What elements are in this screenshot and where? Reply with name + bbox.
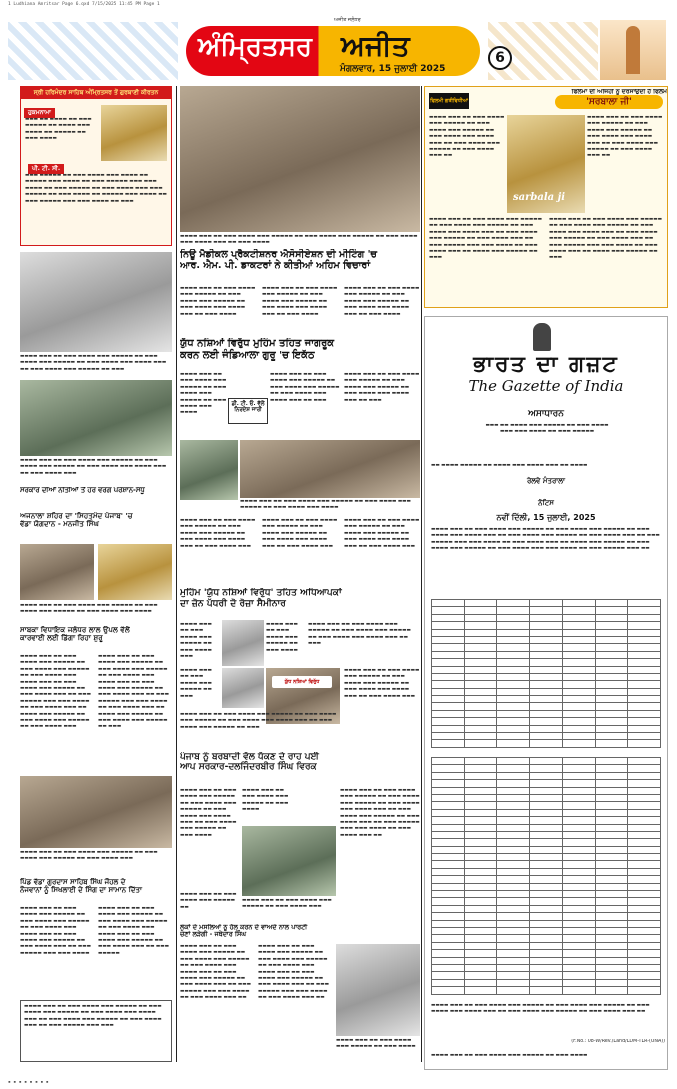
photo-story-2b [240, 440, 420, 498]
body-story-2d: ▬▬▬▬ ▬▬▬ ▬▬ ▬▬▬ ▬▬▬▬ ▬▬▬ ▬▬▬▬▬ ▬▬ ▬▬▬ ▬▬▬▬ ▬▬▬ ▬▬▬▬▬ ▬▬ ▬▬▬ ▬▬▬▬ ▬▬▬ ▬▬▬▬ ▬▬▬ ▬▬ ▬▬▬ ▬▬▬▬ ▬▬▬ [180, 518, 256, 549]
photo-story-3a [222, 620, 264, 666]
gazette-signatory: ▬▬▬▬ ▬▬▬ ▬▬ ▬▬▬ ▬▬▬▬ ▬▬▬ ▬▬▬▬▬ ▬▬ ▬▬▬ ▬▬▬▬ [431, 1053, 588, 1058]
body-story-3d: ▬▬▬▬ ▬▬▬ ▬▬ ▬▬▬ ▬▬▬▬ ▬▬▬ ▬▬▬▬▬ ▬▬ ▬▬▬ [180, 668, 212, 699]
gazette-dateline-raw: ▬▬ ▬▬▬▬ ▬▬▬▬▬ ▬▬ ▬▬▬▬ ▬▬▬ ▬▬▬▬ ▬▬▬ ▬▬ ▬▬▬▬ [431, 463, 588, 468]
temple-image [600, 20, 666, 80]
body-story-2f: ▬▬▬▬ ▬▬▬ ▬▬ ▬▬▬ ▬▬▬▬ ▬▬▬ ▬▬▬▬▬ ▬▬ ▬▬▬ ▬▬▬▬ ▬▬▬ ▬▬▬▬▬ ▬▬ ▬▬▬ ▬▬▬▬ ▬▬▬ ▬▬▬▬ ▬▬▬ ▬▬ ▬▬▬ ▬▬▬▬ ▬▬▬ [344, 518, 420, 549]
golden-temple-photo [101, 105, 167, 161]
print-footer: ▪ ▪ ▪ ▪ ▪ ▪ ▪ ▪ [8, 1080, 49, 1085]
body-story-2e: ▬▬▬▬ ▬▬▬ ▬▬ ▬▬▬ ▬▬▬▬ ▬▬▬ ▬▬▬▬▬ ▬▬ ▬▬▬ ▬▬▬▬ ▬▬▬ ▬▬▬▬▬ ▬▬ ▬▬▬ ▬▬▬▬ ▬▬▬ ▬▬▬▬ ▬▬▬ ▬▬ ▬▬▬ ▬▬▬▬ ▬▬▬ [262, 518, 338, 549]
gazette-table-2 [431, 757, 661, 995]
ad-sarbala-text-3: ▬▬▬▬ ▬▬▬ ▬▬ ▬▬▬ ▬▬▬▬ ▬▬▬ ▬▬▬▬▬ ▬▬ ▬▬▬ ▬▬▬▬ ▬▬▬ ▬▬▬▬▬ ▬▬ ▬▬▬ ▬▬▬▬ ▬▬▬ ▬▬▬▬ ▬▬▬ ▬▬ ▬▬▬ ▬▬▬▬ ▬▬▬ ▬▬▬▬▬ ▬▬ ▬▬▬ ▬▬▬▬ ▬▬▬ ▬▬ ▬▬▬ ▬▬▬▬▬ ▬▬▬ ▬▬▬ ▬▬▬▬ ▬▬ ▬▬▬ ▬▬▬▬ ▬▬▬ ▬▬ ▬▬▬▬ ▬▬▬ ▬▬▬▬▬ ▬▬ ▬▬▬ [429, 217, 542, 261]
body-story-3e: ▬▬▬▬ ▬▬▬ ▬▬ ▬▬▬ ▬▬▬▬ ▬▬▬ ▬▬▬▬▬ ▬▬ ▬▬▬ ▬▬▬▬ ▬▬▬ ▬▬▬▬▬ ▬▬ ▬▬▬ ▬▬▬▬ ▬▬▬ ▬▬▬▬ ▬▬▬ ▬▬ ▬▬▬ ▬▬▬▬ ▬▬▬ [344, 668, 420, 699]
ad-kirtan-header: ਸ੍ਰੀ ਹਰਿਮੰਦਰ ਸਾਹਿਬ ਅੰਮ੍ਰਿਤਸਰ ਤੋਂ ਗੁਰਬਾਣੀ ਕੀਰਤਨ [21, 87, 171, 99]
body-story-3b: ▬▬▬▬ ▬▬▬ ▬▬ ▬▬▬ ▬▬▬▬ ▬▬▬ ▬▬▬▬▬ ▬▬ ▬▬▬ ▬▬▬▬ [266, 622, 298, 653]
headline-story-5 [180, 924, 420, 939]
headline-top-story-1: ਨਿਊ ਮੈਡੀਕਲ ਪ੍ਰੈਕਟੀਸ਼ਨਰ ਐਸੋਸੀਏਸ਼ਨ ਦੀ ਮੀਟਿੰਗ 'ਚ [180, 249, 377, 260]
headline-story-4-1: ਪੰਜਾਬ ਨੂੰ ਬਰਬਾਦੀ ਵੱਲ ਧੱਕਣ ਦੇ ਰਾਹ ਪਈ [180, 752, 319, 762]
body-left-c2: ▬▬▬▬ ▬▬▬ ▬▬ ▬▬▬ ▬▬▬▬ ▬▬▬ ▬▬▬▬▬ ▬▬ ▬▬▬ ▬▬▬▬ ▬▬▬ ▬▬▬▬▬ ▬▬ ▬▬▬ ▬▬▬▬ ▬▬▬ ▬▬▬▬ ▬▬▬ ▬▬ ▬▬▬ ▬▬▬▬ ▬▬▬ ▬▬▬▬▬ ▬▬ ▬▬▬ ▬▬▬▬ ▬▬▬ ▬▬ ▬▬▬ ▬▬▬▬▬ ▬▬▬ ▬▬▬ ▬▬▬▬ ▬▬ ▬▬▬ ▬▬▬▬ ▬▬▬ ▬▬ ▬▬▬▬ ▬▬▬ ▬▬▬▬▬ ▬▬ ▬▬▬ ▬▬▬▬ ▬▬▬ ▬▬▬▬▬ ▬▬ ▬▬▬ [98, 654, 169, 730]
headline-left-d [20, 878, 172, 894]
body-story-5b: ▬▬▬▬ ▬▬▬ ▬▬ ▬▬▬ ▬▬▬▬ ▬▬▬ ▬▬▬▬▬ ▬▬ ▬▬▬ ▬▬▬▬ ▬▬▬ ▬▬▬▬▬ ▬▬ ▬▬▬ ▬▬▬▬ ▬▬▬ ▬▬▬▬ ▬▬▬ ▬▬ ▬▬▬ ▬▬▬▬ ▬▬▬ ▬▬▬▬▬ ▬▬ ▬▬▬ ▬▬▬▬ ▬▬▬ ▬▬ ▬▬▬ ▬▬▬▬▬ ▬▬▬ ▬▬▬ ▬▬▬▬ ▬▬ ▬▬▬ ▬▬▬▬ ▬▬▬ ▬▬ [258, 944, 329, 1001]
imprint-box [20, 1000, 172, 1062]
headline-story-2-1: ਯੁੱਧ ਨਸ਼ਿਆਂ ਵਿਰੁੱਧ ਮੁਹਿੰਮ ਤਹਿਤ ਜਾਗਰੂਕ [180, 338, 335, 349]
gazette-notice [424, 316, 668, 1070]
photo-top-story [180, 86, 420, 232]
ad-sarbala-logo: ਫਿਲਮੀ ਗਤੀਵਿਧੀਆਂ [429, 93, 469, 109]
emblem-icon [533, 323, 551, 351]
headline-story-3-1: ਮੁਹਿੰਮ 'ਯੁੱਧ ਨਸ਼ਿਆਂ ਵਿਰੁੱਧ' ਤਹਿਤ ਅਧਿਆਪਕਾਂ [180, 588, 342, 598]
headline-left-b-1: ਅਜਨਾਲਾ ਸ਼ਹਿਰ ਦਾ 'ਸਿਹਤਮੰਦ ਪੰਜਾਬ' 'ਚ [20, 512, 133, 520]
photo-story-4 [242, 826, 336, 896]
banner-yudh: ਯੁੱਧ ਨਸ਼ਿਆਂ ਵਿਰੁੱਧ [272, 676, 332, 688]
masthead [8, 12, 668, 82]
ad-sarbala-poster-title: sarbala ji [513, 192, 566, 203]
caption-top-story: ▬▬▬▬ ▬▬▬ ▬▬ ▬▬▬ ▬▬▬▬ ▬▬▬ ▬▬▬▬▬ ▬▬ ▬▬▬ ▬▬▬▬ ▬▬▬ ▬▬▬▬▬ ▬▬ ▬▬▬ ▬▬▬▬ ▬▬▬ ▬▬▬▬ ▬▬▬ ▬▬ ▬▬▬ ▬▬▬▬ [180, 234, 418, 246]
pattern-left [8, 22, 178, 80]
headline-left-c-2: ਕਾਰਵਾਈ ਲਈ ਡਿੱਗਾ ਰਿਹਾ ਸ਼ੁਰੂ [20, 633, 103, 643]
body-story-2c: ▬▬▬▬ ▬▬▬ ▬▬ ▬▬▬ ▬▬▬▬ ▬▬▬ ▬▬▬▬▬ ▬▬ ▬▬▬ ▬▬▬▬ ▬▬▬ ▬▬▬▬▬ ▬▬ ▬▬▬ ▬▬▬▬ ▬▬▬ ▬▬▬▬ ▬▬▬ ▬▬ ▬▬▬ [344, 372, 420, 403]
caption-left-1: ▬▬▬▬ ▬▬▬ ▬▬ ▬▬▬ ▬▬▬▬ ▬▬▬ ▬▬▬▬▬ ▬▬ ▬▬▬ ▬▬▬▬ ▬▬▬ ▬▬▬▬▬ ▬▬ ▬▬▬ ▬▬▬▬ ▬▬▬ ▬▬▬▬ ▬▬▬ ▬▬ ▬▬▬ ▬▬▬▬ ▬▬▬ ▬▬▬▬▬ ▬▬ ▬▬▬ [20, 354, 167, 372]
ad-kirtan [20, 86, 172, 246]
imprint-text: ▬▬▬▬ ▬▬▬ ▬▬ ▬▬▬ ▬▬▬▬ ▬▬▬ ▬▬▬▬▬ ▬▬ ▬▬▬ ▬▬▬▬ ▬▬▬ ▬▬▬▬▬ ▬▬ ▬▬▬ ▬▬▬▬ ▬▬▬ ▬▬▬▬ ▬▬▬ ▬▬ ▬▬▬ ▬▬▬▬ ▬▬▬ ▬▬▬▬▬ ▬▬ ▬▬▬ ▬▬▬▬ ▬▬▬ ▬▬ ▬▬▬ ▬▬▬▬▬ ▬▬▬ ▬▬▬ [24, 1004, 162, 1029]
body-story-2b: ▬▬▬▬ ▬▬▬ ▬▬ ▬▬▬ ▬▬▬▬ ▬▬▬ ▬▬▬▬▬ ▬▬ ▬▬▬ ▬▬▬▬ ▬▬▬ ▬▬▬▬▬ ▬▬ ▬▬▬ ▬▬▬▬ ▬▬▬ ▬▬▬▬ ▬▬▬ ▬▬ ▬▬▬ [270, 372, 340, 403]
photo-left-5 [20, 776, 172, 848]
logo-paper: ਅਜੀਤ [341, 29, 410, 62]
headline-left-c [20, 626, 172, 643]
issue-date: ਮੰਗਲਵਾਰ, 15 ਜੁਲਾਈ 2025 [340, 64, 446, 74]
photo-left-1 [20, 252, 172, 352]
inset-dto [228, 398, 268, 424]
logo-city: ਅੰਮ੍ਰਿਤਸਰ [198, 32, 313, 62]
ad-sarbala-text-1: ▬▬▬▬ ▬▬▬ ▬▬ ▬▬▬ ▬▬▬▬ ▬▬▬ ▬▬▬▬▬ ▬▬ ▬▬▬ ▬▬▬▬ ▬▬▬ ▬▬▬▬▬ ▬▬ ▬▬▬ ▬▬▬▬ ▬▬▬ ▬▬▬▬ ▬▬▬ ▬▬ ▬▬▬ ▬▬▬▬ ▬▬▬ ▬▬▬▬▬ ▬▬ ▬▬▬ ▬▬▬▬ ▬▬▬ ▬▬ [429, 115, 505, 159]
caption-left-2: ▬▬▬▬ ▬▬▬ ▬▬ ▬▬▬ ▬▬▬▬ ▬▬▬ ▬▬▬▬▬ ▬▬ ▬▬▬ ▬▬▬▬ ▬▬▬ ▬▬▬▬▬ ▬▬ ▬▬▬ ▬▬▬▬ ▬▬▬ ▬▬▬▬ ▬▬▬ ▬▬ ▬▬▬ ▬▬▬▬ ▬▬▬ [20, 458, 167, 476]
ad-kirtan-tag1: ਹੁਕਮਨਾਮਾ [24, 108, 55, 118]
photo-story-2a [180, 440, 238, 500]
headline-left-d-2: ਨੌਜਵਾਨਾਂ ਨੂੰ ਸਿਖਲਾਈ ਦੇ ਸਿੰਗ ਦਾ ਸਾਮਾਨ ਦਿੱਤਾ [20, 886, 142, 895]
ad-sarbala-title: 'ਸਰਬਾਲਾ ਜੀ' [555, 95, 663, 109]
headline-story-3 [180, 588, 420, 609]
headline-story-3-2: ਦਾ ਜ਼ੋਨ ਪੱਧਰੀ ਦੋ ਰੋਜ਼ਾ ਸੈਮੀਨਾਰ [180, 597, 287, 609]
inset-dto-text: ਡੀ. ਟੀ. ਓ. ਵੱਲੋਂ ਨਿਰਦੇਸ਼ ਜਾਰੀ [231, 401, 265, 414]
photo-story-3b [222, 668, 264, 708]
headline-story-5-1: ਲੋਕਾਂ ਦੇ ਮਸਲਿਆਂ ਨੂੰ ਹੱਲ ਕਰਨ ਦੇ ਵਾਅਦੇ ਨਾਲ ਪਾਰਟੀ [180, 924, 308, 931]
gazette-ministry: ਰੇਲਵੇ ਮੰਤਰਾਲਾ [526, 477, 566, 485]
body-story-5a: ▬▬▬▬ ▬▬▬ ▬▬ ▬▬▬ ▬▬▬▬ ▬▬▬ ▬▬▬▬▬ ▬▬ ▬▬▬ ▬▬▬▬ ▬▬▬ ▬▬▬▬▬ ▬▬ ▬▬▬ ▬▬▬▬ ▬▬▬ ▬▬▬▬ ▬▬▬ ▬▬ ▬▬▬ ▬▬▬▬ ▬▬▬ ▬▬▬▬▬ ▬▬ ▬▬▬ ▬▬▬▬ ▬▬▬ ▬▬ ▬▬▬ ▬▬▬▬▬ ▬▬▬ ▬▬▬ ▬▬▬▬ ▬▬ ▬▬▬ ▬▬▬▬ ▬▬▬ ▬▬ [180, 944, 251, 1001]
caption-story-5: ▬▬▬▬ ▬▬▬ ▬▬ ▬▬▬ ▬▬▬▬ ▬▬▬ ▬▬▬▬▬ ▬▬ ▬▬▬ ▬▬▬▬ [336, 1038, 416, 1050]
column-rule-2 [421, 86, 422, 1062]
body-top-2: ▬▬▬▬ ▬▬▬ ▬▬ ▬▬▬ ▬▬▬▬ ▬▬▬ ▬▬▬▬▬ ▬▬ ▬▬▬ ▬▬▬▬ ▬▬▬ ▬▬▬▬▬ ▬▬ ▬▬▬ ▬▬▬▬ ▬▬▬ ▬▬▬▬ ▬▬▬ ▬▬ ▬▬▬ ▬▬▬▬ [262, 286, 338, 317]
gazette-part: ▬▬▬ ▬▬ ▬▬▬▬ ▬▬▬ ▬▬▬▬▬ ▬▬ ▬▬▬ ▬▬▬▬ ▬▬▬ ▬▬▬ ▬▬▬▬ ▬▬ ▬▬▬ ▬▬▬▬▬ [485, 423, 609, 435]
headline-top-story-2: ਆਰ. ਐਮ. ਪੀ. ਡਾਕਟਰਾਂ ਨੇ ਕੀਤੀਆਂ ਅਹਿਮ ਵਿਚਾਰਾਂ [180, 260, 371, 272]
caption-left-5: ▬▬▬▬ ▬▬▬ ▬▬ ▬▬▬ ▬▬▬▬ ▬▬▬ ▬▬▬▬▬ ▬▬ ▬▬▬ ▬▬▬▬ ▬▬▬ ▬▬▬▬▬ ▬▬ ▬▬▬ ▬▬▬▬ ▬▬▬ [20, 850, 158, 862]
headline-story-5-2: ਚੋਣਾਂ ਲੜੇਗੀ - ਜਥੇਦਾਰ ਸਿੰਘ [180, 930, 247, 939]
ad-sarbala [424, 86, 668, 308]
gazette-notice-label: ਨੋਟਿਸ [538, 499, 554, 507]
photo-story-5 [336, 944, 420, 1036]
ad-kirtan-text: ▬▬▬ ▬▬ ▬▬▬▬ ▬▬ ▬▬▬ ▬▬▬▬▬ ▬▬ ▬▬▬▬ ▬▬▬ ▬▬▬▬ ▬▬ ▬▬▬▬▬ ▬▬ ▬▬▬ ▬▬▬▬ [25, 117, 92, 142]
gazette-file-ref: (F.No.: 08-W/Rev./Land/LDM-TLR-(UNA)) [571, 1039, 665, 1044]
ad-kirtan-schedule: ▬▬▬ ▬▬▬▬▬ ▬▬ ▬▬▬ ▬▬▬▬ ▬▬▬ ▬▬▬▬ ▬▬ ▬▬▬▬▬ ▬▬▬ ▬▬▬▬ ▬▬ ▬▬▬ ▬▬▬▬▬ ▬▬▬ ▬▬▬ ▬▬▬▬ ▬▬ ▬▬▬ ▬▬▬▬▬ ▬▬ ▬▬▬ ▬▬▬▬ ▬▬▬ ▬▬▬ ▬▬▬▬▬ ▬▬ ▬▬▬ ▬▬▬▬ ▬▬ ▬▬▬▬▬ ▬▬▬ ▬▬▬▬ ▬▬ ▬▬▬ ▬▬▬▬▬ ▬▬▬ ▬▬▬ ▬▬▬▬ ▬▬ ▬▬▬ [25, 173, 167, 204]
gazette-body-2: ▬▬▬▬ ▬▬▬ ▬▬ ▬▬▬ ▬▬▬▬ ▬▬▬ ▬▬▬▬▬ ▬▬ ▬▬▬ ▬▬▬▬ ▬▬▬ ▬▬▬▬▬ ▬▬ ▬▬▬ ▬▬▬▬ ▬▬▬ ▬▬▬▬ ▬▬▬ ▬▬ ▬▬▬ ▬▬▬▬ ▬▬▬ ▬▬▬▬▬ ▬▬ ▬▬▬ ▬▬▬▬ ▬▬▬ ▬▬ [431, 1003, 650, 1015]
body-left-c1: ▬▬▬▬ ▬▬▬ ▬▬ ▬▬▬ ▬▬▬▬ ▬▬▬ ▬▬▬▬▬ ▬▬ ▬▬▬ ▬▬▬▬ ▬▬▬ ▬▬▬▬▬ ▬▬ ▬▬▬ ▬▬▬▬ ▬▬▬ ▬▬▬▬ ▬▬▬ ▬▬ ▬▬▬ ▬▬▬▬ ▬▬▬ ▬▬▬▬▬ ▬▬ ▬▬▬ ▬▬▬▬ ▬▬▬ ▬▬ ▬▬▬ ▬▬▬▬▬ ▬▬▬ ▬▬▬ ▬▬▬▬ ▬▬ ▬▬▬ ▬▬▬▬ ▬▬▬ ▬▬ ▬▬▬▬ ▬▬▬ ▬▬▬▬▬ ▬▬ ▬▬▬ ▬▬▬▬ ▬▬▬ ▬▬▬▬▬ ▬▬ ▬▬▬ ▬▬▬▬ ▬▬▬ [20, 654, 91, 730]
body-top-1: ▬▬▬▬ ▬▬▬ ▬▬ ▬▬▬ ▬▬▬▬ ▬▬▬ ▬▬▬▬▬ ▬▬ ▬▬▬ ▬▬▬▬ ▬▬▬ ▬▬▬▬▬ ▬▬ ▬▬▬ ▬▬▬▬ ▬▬▬ ▬▬▬▬ ▬▬▬ ▬▬ ▬▬▬ ▬▬▬▬ [180, 286, 256, 317]
headline-story-4-2: ਆਪ ਸਰਕਾਰ-ਦਲਜਿੰਦਰਬੀਰ ਸਿੰਘ ਵਿਰਕ [180, 762, 317, 773]
headline-story-4 [180, 752, 420, 773]
column-rule-1 [176, 86, 177, 1062]
gazette-table-1 [431, 599, 661, 748]
gazette-body-1: ▬▬▬▬ ▬▬▬ ▬▬ ▬▬▬ ▬▬▬▬ ▬▬▬ ▬▬▬▬▬ ▬▬ ▬▬▬ ▬▬▬▬ ▬▬▬ ▬▬▬▬▬ ▬▬ ▬▬▬ ▬▬▬▬ ▬▬▬ ▬▬▬▬ ▬▬▬ ▬▬ ▬▬▬ ▬▬▬▬ ▬▬▬ ▬▬▬▬▬ ▬▬ ▬▬▬ ▬▬▬▬ ▬▬▬ ▬▬ ▬▬▬ ▬▬▬▬▬ ▬▬▬ ▬▬▬ ▬▬▬▬ ▬▬ ▬▬▬ ▬▬▬▬ ▬▬▬ ▬▬ ▬▬▬▬ ▬▬▬ ▬▬▬▬▬ ▬▬ ▬▬▬ ▬▬▬▬ ▬▬▬ ▬▬▬▬▬ ▬▬ ▬▬▬ ▬▬▬▬ ▬▬▬ ▬▬▬ ▬▬▬▬ ▬▬ ▬▬▬ ▬▬▬▬▬ ▬▬▬ ▬▬ [431, 527, 660, 552]
body-story-4a: ▬▬▬▬ ▬▬▬ ▬▬ ▬▬▬ ▬▬▬▬ ▬▬▬ ▬▬▬▬▬ ▬▬ ▬▬▬ ▬▬▬▬ ▬▬▬ ▬▬▬▬▬ ▬▬ ▬▬▬ ▬▬▬▬ ▬▬▬ ▬▬▬▬ ▬▬▬ ▬▬ ▬▬▬ ▬▬▬▬ ▬▬▬ ▬▬▬▬▬ ▬▬ ▬▬▬ ▬▬▬▬ [180, 788, 237, 838]
headline-story-2 [180, 338, 420, 361]
photo-left-2 [20, 380, 172, 456]
body-story-4c: ▬▬▬▬ ▬▬▬ ▬▬ ▬▬▬ ▬▬▬▬ ▬▬▬ ▬▬▬▬▬ ▬▬ ▬▬▬ ▬▬▬▬ ▬▬▬ ▬▬▬▬▬ ▬▬ ▬▬▬ ▬▬▬▬ ▬▬▬ ▬▬▬▬ ▬▬▬ ▬▬ ▬▬▬ ▬▬▬▬ ▬▬▬ ▬▬▬▬▬ ▬▬ ▬▬▬ ▬▬▬▬ ▬▬▬ ▬▬ ▬▬▬ ▬▬▬▬▬ ▬▬▬ ▬▬▬ ▬▬▬▬ ▬▬ ▬▬▬ ▬▬▬▬ ▬▬▬ ▬▬ [340, 788, 420, 838]
photo-left-4 [98, 544, 172, 600]
photo-left-3 [20, 544, 94, 600]
ad-sarbala-text-4: ▬▬▬▬ ▬▬▬ ▬▬ ▬▬▬ ▬▬▬▬ ▬▬▬ ▬▬▬▬▬ ▬▬ ▬▬▬ ▬▬▬▬ ▬▬▬ ▬▬▬▬▬ ▬▬ ▬▬▬ ▬▬▬▬ ▬▬▬ ▬▬▬▬ ▬▬▬ ▬▬ ▬▬▬ ▬▬▬▬ ▬▬▬ ▬▬▬▬▬ ▬▬ ▬▬▬ ▬▬▬▬ ▬▬▬ ▬▬ ▬▬▬ ▬▬▬▬▬ ▬▬▬ ▬▬▬ ▬▬▬▬ ▬▬ ▬▬▬ ▬▬▬▬ ▬▬▬ ▬▬ ▬▬▬▬ ▬▬▬ ▬▬▬▬▬ ▬▬ ▬▬▬ [549, 217, 662, 261]
caption-story-2: ▬▬▬▬ ▬▬▬ ▬▬ ▬▬▬ ▬▬▬▬ ▬▬▬ ▬▬▬▬▬ ▬▬ ▬▬▬ ▬▬▬▬ ▬▬▬ ▬▬▬▬▬ ▬▬ ▬▬▬ ▬▬▬▬ ▬▬▬ ▬▬▬▬ [240, 499, 411, 511]
gazette-date: ਨਵੀਂ ਦਿੱਲੀ, 15 ਜੁਲਾਈ, 2025 [496, 513, 596, 522]
page-number: 6 [488, 46, 512, 70]
ad-sarbala-text-2: ▬▬▬▬ ▬▬▬ ▬▬ ▬▬▬ ▬▬▬▬ ▬▬▬ ▬▬▬▬▬ ▬▬ ▬▬▬ ▬▬▬▬ ▬▬▬ ▬▬▬▬▬ ▬▬ ▬▬▬ ▬▬▬▬ ▬▬▬ ▬▬▬▬ ▬▬▬ ▬▬ ▬▬▬ ▬▬▬▬ ▬▬▬ ▬▬▬▬▬ ▬▬ ▬▬▬ ▬▬▬▬ ▬▬▬ ▬▬ [587, 115, 663, 159]
headline-left-d-1: ਪਿੰਡ ਵੱਡਾ ਗੁਰਦਾਸ ਸਾਹਿਬ ਸਿੰਘ ਜੌਹਲ ਦੇ [20, 878, 126, 886]
body-left-d2: ▬▬▬▬ ▬▬▬ ▬▬ ▬▬▬ ▬▬▬▬ ▬▬▬ ▬▬▬▬▬ ▬▬ ▬▬▬ ▬▬▬▬ ▬▬▬ ▬▬▬▬▬ ▬▬ ▬▬▬ ▬▬▬▬ ▬▬▬ ▬▬▬▬ ▬▬▬ ▬▬ ▬▬▬ ▬▬▬▬ ▬▬▬ ▬▬▬▬▬ ▬▬ ▬▬▬ ▬▬▬▬ ▬▬▬ ▬▬ ▬▬▬ ▬▬▬▬▬ [98, 906, 169, 956]
ad-kirtan-tag2: ਪੀ. ਟੀ. ਸੀ. [28, 164, 64, 174]
ad-sarbala-tagline: ਫਿਲਮਾਂ ਦੀ ਅਜਿਹੀ ਨੂੰ ਦਰਸਾਉਂਦੀ ਹੈ ਫਿਲਮ [571, 89, 667, 95]
body-story-2a: ▬▬▬▬ ▬▬▬ ▬▬ ▬▬▬ ▬▬▬▬ ▬▬▬ ▬▬▬▬▬ ▬▬ ▬▬▬ ▬▬▬▬ ▬▬▬ ▬▬▬▬▬ ▬▬ ▬▬▬ ▬▬▬▬ ▬▬▬ ▬▬▬▬ [180, 372, 227, 416]
ad-sarbala-poster [507, 115, 585, 213]
headline-left-c-1: ਸਾਬਕਾ ਵਿਧਾਇਕ ਜਲੰਧਰ ਲਾਲ ਉਪਲ ਵੱਲੋਂ [20, 626, 130, 634]
gazette-extraordinary: ਅਸਾਧਾਰਨ [528, 409, 564, 419]
caption-left-3: ▬▬▬▬ ▬▬▬ ▬▬ ▬▬▬ ▬▬▬▬ ▬▬▬ ▬▬▬▬▬ ▬▬ ▬▬▬ ▬▬▬▬ ▬▬▬ ▬▬▬▬▬ ▬▬ ▬▬▬ ▬▬▬▬ ▬▬▬ ▬▬▬▬ [20, 603, 158, 615]
headline-story-2-2: ਕਰਨ ਲਈ ਜੰਡਿਆਲਾ ਗੁਰੂ 'ਚ ਇਕੱਠ [180, 349, 315, 361]
body-story-4b: ▬▬▬▬ ▬▬▬ ▬▬ ▬▬▬ ▬▬▬▬ ▬▬▬ ▬▬▬▬▬ ▬▬ ▬▬▬ ▬▬▬▬ [242, 788, 289, 813]
body-story-3a: ▬▬▬▬ ▬▬▬ ▬▬ ▬▬▬ ▬▬▬▬ ▬▬▬ ▬▬▬▬▬ ▬▬ ▬▬▬ ▬▬▬▬ ▬▬▬ [180, 622, 212, 660]
headline-left-a: ਸਰਕਾਰ ਦੀਆਂ ਨੀਤੀਆਂ ਤੋਂ ਹਰ ਵਰਗ ਪਰੇਸ਼ਾਨ-ਸੰਧੂ [20, 487, 145, 494]
gazette-title-en: The Gazette of India [468, 377, 624, 395]
print-slug: 1 Ludhiana Amritsar Page 6.qxd 7/15/2025 11:45 PM Page 1 [8, 2, 160, 7]
caption-story-4: ▬▬▬▬ ▬▬▬ ▬▬ ▬▬▬ ▬▬▬▬ ▬▬▬ ▬▬▬▬▬ ▬▬ ▬▬▬ ▬▬▬▬ ▬▬▬ [242, 898, 332, 910]
headline-left-b-2: ਵੱਡਾ ਯੋਗਦਾਨ - ਮਨਜੀਤ ਸਿੰਘ [20, 519, 99, 529]
gazette-title-hi: ਭਾਰਤ ਦਾ ਗਜ਼ਟ [473, 351, 619, 377]
body-story-4d: ▬▬▬▬ ▬▬▬ ▬▬ ▬▬▬ ▬▬▬▬ ▬▬▬ ▬▬▬▬▬ ▬▬ [180, 892, 237, 910]
body-top-3: ▬▬▬▬ ▬▬▬ ▬▬ ▬▬▬ ▬▬▬▬ ▬▬▬ ▬▬▬▬▬ ▬▬ ▬▬▬ ▬▬▬▬ ▬▬▬ ▬▬▬▬▬ ▬▬ ▬▬▬ ▬▬▬▬ ▬▬▬ ▬▬▬▬ ▬▬▬ ▬▬ ▬▬▬ ▬▬▬▬ [344, 286, 420, 317]
headline-left-b [20, 512, 172, 529]
body-left-d1: ▬▬▬▬ ▬▬▬ ▬▬ ▬▬▬ ▬▬▬▬ ▬▬▬ ▬▬▬▬▬ ▬▬ ▬▬▬ ▬▬▬▬ ▬▬▬ ▬▬▬▬▬ ▬▬ ▬▬▬ ▬▬▬▬ ▬▬▬ ▬▬▬▬ ▬▬▬ ▬▬ ▬▬▬ ▬▬▬▬ ▬▬▬ ▬▬▬▬▬ ▬▬ ▬▬▬ ▬▬▬▬ ▬▬▬ ▬▬ ▬▬▬ ▬▬▬▬▬ ▬▬▬ ▬▬▬ ▬▬▬▬ [20, 906, 91, 956]
body-story-3c: ▬▬▬▬ ▬▬▬ ▬▬ ▬▬▬ ▬▬▬▬ ▬▬▬ ▬▬▬▬▬ ▬▬ ▬▬▬ ▬▬▬▬ ▬▬▬ ▬▬▬▬▬ ▬▬ ▬▬▬ ▬▬▬▬ ▬▬▬ ▬▬▬▬ ▬▬▬ ▬▬ ▬▬▬ [308, 622, 411, 647]
headline-top-story [180, 249, 420, 271]
body-story-3f: ▬▬▬▬ ▬▬▬ ▬▬ ▬▬▬ ▬▬▬▬ ▬▬▬ ▬▬▬▬▬ ▬▬ ▬▬▬ ▬▬▬▬ ▬▬▬ ▬▬▬▬▬ ▬▬ ▬▬▬ ▬▬▬▬ ▬▬▬ ▬▬▬▬ ▬▬▬ ▬▬ ▬▬▬ ▬▬▬▬ ▬▬▬ ▬▬▬▬▬ ▬▬ ▬▬▬ [180, 712, 337, 730]
supplement-label: ਅਜੀਤ ਜਲੰਧਰ [334, 17, 361, 23]
